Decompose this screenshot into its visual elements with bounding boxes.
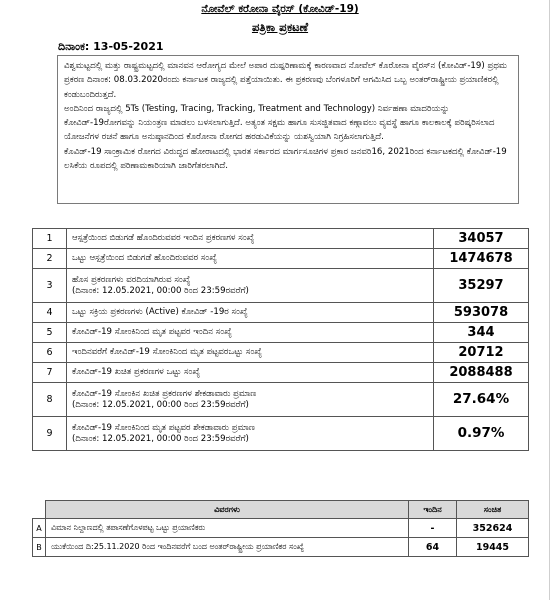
row-number: 3 — [33, 269, 67, 303]
intro-paragraph-1: ವಿಶ್ವಮಟ್ಟದಲ್ಲಿ ಮತ್ತು ರಾಷ್ಟ್ರಮಟ್ಟದಲ್ಲಿ ಮಾನವನ ಆರೋಗ್ಯದ ಮೇಲೆ ಅಪಾರ ದುಷ್ಪರಿಣಾಮಕ್ಕೆ ಕಾರಣವಾದ ನೋವೆಲ್ ಕೊರೋನಾ ವೈರಸ್‌ನ (ಕೋವಿಡ್-19) ಪ್ರಥಮ ಪ್ರಕರಣ ದಿನಾಂಕ: 08.03.2020ರಂದು ಕರ್ನಾಟಕ ರಾಜ್ಯದಲ್ಲಿ ಪತ್ತೆಯಾಯಿತು. ಈ ಪ್ರಕರಣವು ಬೆಂಗಳೂರಿಗೆ ಆಗಮಿಸಿದ ಒಬ್ಬ ಅಂತರ್‌ರಾಷ್ಟ್ರೀಯ ಪ್ರಯಾಣಿಕರಲ್ಲಿ ಕಂಡುಬಂದಿರುತ್ತದೆ. — [64, 61, 508, 100]
travel-row — [33, 538, 529, 557]
document-subtitle: ಪತ್ರಿಕಾ ಪ್ರಕಟಣೆ — [251, 20, 309, 34]
row-value: 34057 — [434, 229, 529, 249]
row-label: ವಿಮಾನ ನಿಲ್ದಾಣದಲ್ಲಿ ತಪಾಸಣೆಗೊಳಪಟ್ಟ ಒಟ್ಟು ಪ್ರಯಾಣಿಕರು — [46, 519, 409, 538]
travel-row — [33, 519, 529, 538]
document-title: ನೋವೆಲ್ ಕರೋನಾ ವೈರಸ್ (ಕೋವಿಡ್-19) — [201, 3, 359, 15]
stats-row — [33, 363, 529, 383]
stats-row — [33, 249, 529, 269]
row-value: 0.97% — [434, 417, 529, 451]
stats-row — [33, 343, 529, 363]
row-number: 1 — [33, 229, 67, 249]
intro-paragraph-2: ಅಂದಿನಿಂದ ರಾಜ್ಯದಲ್ಲಿ 5Ts (Testing, Tracing, Tracking, Treatment and Technology) ನಿರ್ವಹಣಾ ಮಾದರಿಯನ್ನು ಕೋವಿಡ್-19ರೋಗವನ್ನು ನಿಯಂತ್ರಣ ಮಾಡಲು ಬಳಸಲಾಗುತ್ತಿದೆ. ಅತ್ಯಂತ ಸಕ್ಷಮ ಹಾಗೂ ಸುಸಜ್ಜಿತವಾದ ಕಣ್ಗಾವಲು ವ್ಯವಸ್ಥೆ ಹಾಗೂ ಕಾಲಕಾಲಕ್ಕೆ ಪರಿಷ್ಕರಿಸಲಾದ ಯೋಜನೆಗಳ ರಚನೆ ಹಾಗೂ ಅನುಷ್ಠಾನದಿಂದ ಕೊರೋನಾ ರೋಗದ ಹರಡುವಿಕೆಯನ್ನು ಯಶಸ್ವಿಯಾಗಿ ನಿಗ್ರಹಿಸಲಾಗುತ್ತಿದೆ. — [64, 103, 495, 143]
travel-header-row — [33, 501, 529, 519]
row-number: 8 — [33, 383, 67, 417]
row-today: - — [409, 519, 457, 538]
page-edge-divider — [549, 0, 550, 600]
row-label: ಇಂದಿನವರೆಗೆ ಕೋವಿಡ್-19 ಸೋಂಕಿನಿಂದ ಮೃತ ಪಟ್ಟವರಒಟ್ಟು ಸಂಖ್ಯೆ — [67, 343, 434, 363]
row-label: ಕೋವಿಡ್-19 ಸೋಂಕಿನಿಂದ ಮೃತ ಪಟ್ಟವರ ಇಂದಿನ ಸಂಖ್ಯೆ — [67, 323, 434, 343]
row-number: 6 — [33, 343, 67, 363]
row-label: ಕೋವಿಡ್-19 ಖಚಿತ ಪ್ರಕರಣಗಳ ಒಟ್ಟು ಸಂಖ್ಯೆ — [67, 363, 434, 383]
header-blank-cell — [33, 501, 46, 519]
header-today: ಇಂದಿನ — [409, 501, 457, 519]
row-number: 9 — [33, 417, 67, 451]
row-label: ಒಟ್ಟು ಆಸ್ಪತ್ರೆಯಿಂದ ಬಿಡುಗಡೆ ಹೊಂದಿರುವವರ ಸಂಖ್ಯೆ — [67, 249, 434, 269]
row-date-range: (ದಿನಾಂಕ: 12.05.2021, 00:00 ರಿಂದ 23:59ರವರೆಗೆ) — [72, 433, 249, 444]
row-label: ಆಸ್ಪತ್ರೆಯಿಂದ ಬಿಡುಗಡೆ ಹೊಂದಿರುವವರ ಇಂದಿನ ಪ್ರಕರಣಗಳ ಸಂಖ್ಯೆ — [67, 229, 434, 249]
intro-box — [57, 55, 519, 204]
row-value: 2088488 — [434, 363, 529, 383]
row-date-range: (ದಿನಾಂಕ: 12.05.2021, 00:00 ರಿಂದ 23:59ರವರೆಗೆ) — [72, 399, 249, 410]
row-cumulative: 19445 — [457, 538, 529, 557]
row-value: 27.64% — [434, 383, 529, 417]
row-id: B — [33, 538, 46, 557]
stats-row — [33, 303, 529, 323]
row-label-cell — [67, 269, 434, 303]
travel-table — [32, 500, 529, 557]
row-date-range: (ದಿನಾಂಕ: 12.05.2021, 00:00 ರಿಂದ 23:59ರವರೆಗೆ) — [72, 285, 249, 296]
stats-row — [33, 383, 529, 417]
header-cumulative: ಸಂಚಿತ — [457, 501, 529, 519]
row-label-cell — [67, 383, 434, 417]
row-today: 64 — [409, 538, 457, 557]
row-number: 5 — [33, 323, 67, 343]
row-value: 20712 — [434, 343, 529, 363]
row-label: ಹೊಸ ಪ್ರಕರಣಗಳು ವರದಿಯಾಗಿರುವ ಸಂಖ್ಯೆ — [72, 274, 191, 285]
intro-paragraph-3: ಕೊವಿಡ್-19 ಸಾಂಕ್ರಾಮಿಕ ರೋಗದ ವಿರುದ್ಧದ ಹೋರಾಟದಲ್ಲಿ ಭಾರತ ಸರ್ಕಾರದ ಮಾರ್ಗಸೂಚಿಗಳ ಪ್ರಕಾರ ಜನವರಿ16, 2021ರಿಂದ ಕರ್ನಾಟಕದಲ್ಲಿ ಕೋವಿಡ್-19 ಲಸಿಕೆಯ ರೂಪದಲ್ಲಿ ಪರಿಣಾಮಕಾರಿಯಾಗಿ ಜಾರಿಗೆತರಲಾಗಿದೆ. — [64, 146, 507, 172]
row-value: 344 — [434, 323, 529, 343]
release-date: ದಿನಾಂಕ: 13-05-2021 — [58, 40, 164, 53]
row-value: 1474678 — [434, 249, 529, 269]
row-cumulative: 352624 — [457, 519, 529, 538]
row-label: ಕೋವಿಡ್-19 ಸೋಂಕಿನ ಖಚಿತ ಪ್ರಕರಣಗಳ ಶೇಕಡಾವಾರು ಪ್ರಮಾಣ — [72, 388, 257, 399]
row-label: ಕೋವಿಡ್-19 ಸೋಂಕಿನಿಂದ ಮೃತ ಪಟ್ಟವರ ಶೇಕಡಾವಾರು ಪ್ರಮಾಣ — [72, 422, 255, 433]
row-value: 593078 — [434, 303, 529, 323]
stats-row — [33, 417, 529, 451]
row-value: 35297 — [434, 269, 529, 303]
row-number: 7 — [33, 363, 67, 383]
row-label: ಯುಕೆಯಿಂದ ದಿ:25.11.2020 ರಿಂದ ಇಂದಿನವರೆಗೆ ಬಂದ ಅಂತರ್‌ರಾಷ್ಟ್ರೀಯ ಪ್ರಯಾಣಿಕರ ಸಂಖ್ಯೆ — [46, 538, 409, 557]
row-number: 4 — [33, 303, 67, 323]
stats-row — [33, 229, 529, 249]
stats-row — [33, 323, 529, 343]
stats-row — [33, 269, 529, 303]
header-details: ವಿವರಗಳು — [46, 501, 409, 519]
row-number: 2 — [33, 249, 67, 269]
row-label: ಒಟ್ಟು ಸಕ್ರಿಯ ಪ್ರಕರಣಗಳು (Active) ಕೋವಿಡ್ -19ರ ಸಂಖ್ಯೆ — [67, 303, 434, 323]
row-label-cell — [67, 417, 434, 451]
row-id: A — [33, 519, 46, 538]
stats-table — [32, 228, 529, 451]
